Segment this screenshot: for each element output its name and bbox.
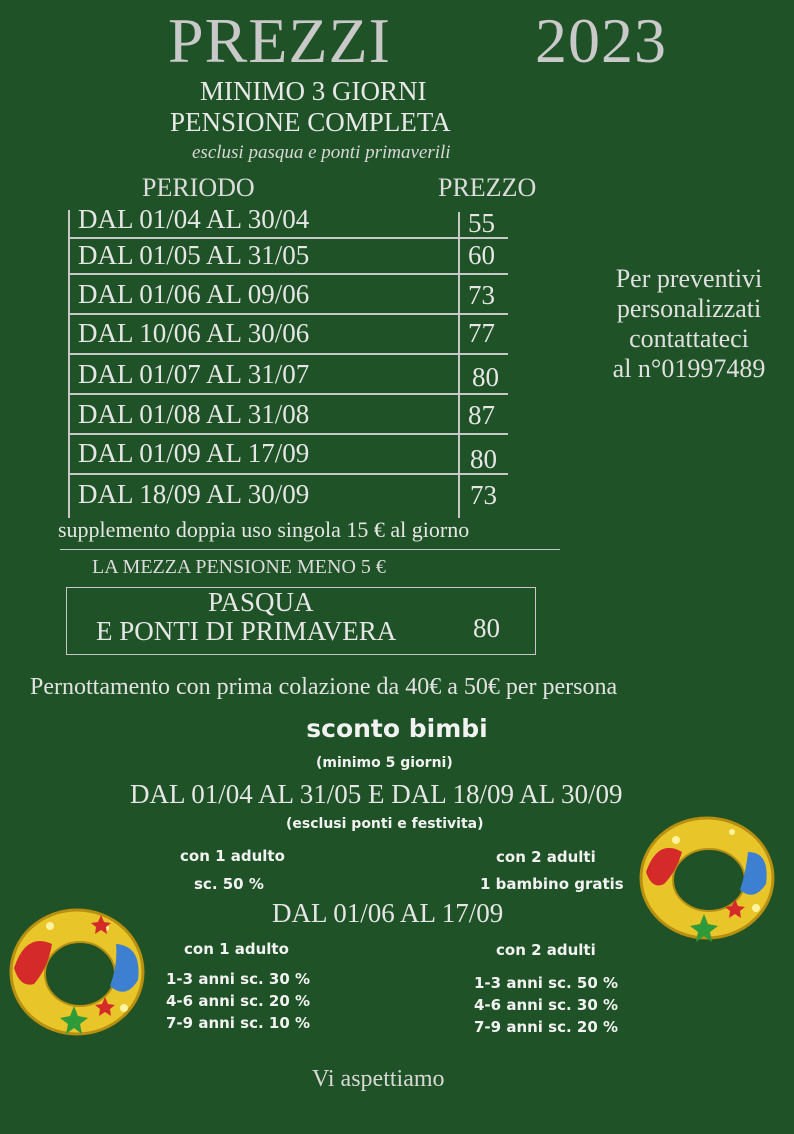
contact-line: contattateci bbox=[629, 324, 749, 353]
list-item: 1-3 anni sc. 30 % bbox=[166, 970, 311, 988]
table-row-period: DAL 01/05 AL 31/05 bbox=[78, 240, 310, 270]
col-price-header: PREZZO bbox=[438, 173, 537, 202]
swim-ring-left-image bbox=[6, 904, 148, 1040]
contact-line: Per preventivi bbox=[615, 264, 763, 293]
kids-exclusions: (esclusi ponti e festivita) bbox=[286, 816, 484, 832]
col-period-header: PERIODO bbox=[142, 173, 255, 202]
table-row-period: DAL 01/07 AL 31/07 bbox=[78, 359, 310, 389]
exclusions-note: esclusi pasqua e ponti primaverili bbox=[192, 142, 451, 163]
p1-two-adults: con 2 adulti bbox=[496, 848, 596, 866]
table-row-price: 55 bbox=[468, 208, 495, 238]
easter-title: PASQUA bbox=[208, 587, 314, 617]
list-item: 4-6 anni sc. 20 % bbox=[166, 992, 311, 1010]
contact-block bbox=[594, 264, 784, 384]
table-row-period: DAL 01/06 AL 09/06 bbox=[78, 279, 310, 309]
minimum-days: MINIMO 3 GIORNI bbox=[200, 76, 427, 106]
p2-two-adults-list bbox=[474, 972, 618, 1038]
table-row-period: DAL 18/09 AL 30/09 bbox=[78, 479, 310, 509]
table-row-price: 73 bbox=[468, 280, 495, 310]
single-supplement: supplemento doppia uso singola 15 € al giorno bbox=[58, 517, 470, 542]
contact-line: personalizzati bbox=[616, 294, 762, 323]
table-row-period: DAL 10/06 AL 30/06 bbox=[78, 318, 310, 348]
p1-two-adults-discount: 1 bambino gratis bbox=[480, 875, 624, 893]
title-year: 2023 bbox=[535, 5, 667, 76]
table-row-price: 80 bbox=[470, 444, 497, 474]
list-item: 7-9 anni sc. 20 % bbox=[474, 1018, 619, 1036]
easter-price: 80 bbox=[473, 613, 500, 643]
title-word: PREZZI bbox=[168, 5, 391, 76]
easter-subtitle: E PONTI DI PRIMAVERA bbox=[96, 616, 397, 646]
list-item: 1-3 anni sc. 50 % bbox=[474, 974, 619, 992]
p1-one-adult-discount: sc. 50 % bbox=[194, 875, 264, 893]
table-row-price: 73 bbox=[470, 480, 497, 510]
p2-two-adults: con 2 adulti bbox=[496, 941, 596, 959]
full-board: PENSIONE COMPLETA bbox=[170, 107, 451, 137]
kids-minimum: (minimo 5 giorni) bbox=[316, 755, 453, 771]
swim-ring-right-image bbox=[636, 812, 778, 944]
half-board-note: LA MEZZA PENSIONE MENO 5 € bbox=[92, 556, 386, 578]
table-row-price: 80 bbox=[472, 362, 499, 392]
table-row-period: DAL 01/09 AL 17/09 bbox=[78, 438, 310, 468]
divider bbox=[60, 549, 560, 550]
table-row-price: 77 bbox=[468, 318, 495, 348]
kids-period-2: DAL 01/06 AL 17/09 bbox=[272, 898, 504, 928]
p1-one-adult: con 1 adulto bbox=[180, 847, 285, 865]
kids-discount-title: sconto bimbi bbox=[306, 714, 488, 743]
table-row-price: 87 bbox=[468, 400, 495, 430]
p2-one-adult: con 1 adulto bbox=[184, 940, 289, 958]
list-item: 7-9 anni sc. 10 % bbox=[166, 1014, 311, 1032]
contact-phone: al n°01997489 bbox=[612, 354, 766, 383]
table-row-period: DAL 01/04 AL 30/04 bbox=[78, 204, 310, 234]
table-row-price: 60 bbox=[468, 240, 495, 270]
list-item: 4-6 anni sc. 30 % bbox=[474, 996, 619, 1014]
kids-period-1: DAL 01/04 AL 31/05 E DAL 18/09 AL 30/09 bbox=[130, 779, 623, 809]
table-row-period: DAL 01/08 AL 31/08 bbox=[78, 399, 310, 429]
p2-one-adult-list bbox=[166, 968, 310, 1034]
bnb-note: Pernottamento con prima colazione da 40€ a 50€ per persona bbox=[30, 674, 618, 700]
footer-greeting: Vi aspettiamo bbox=[312, 1066, 445, 1092]
